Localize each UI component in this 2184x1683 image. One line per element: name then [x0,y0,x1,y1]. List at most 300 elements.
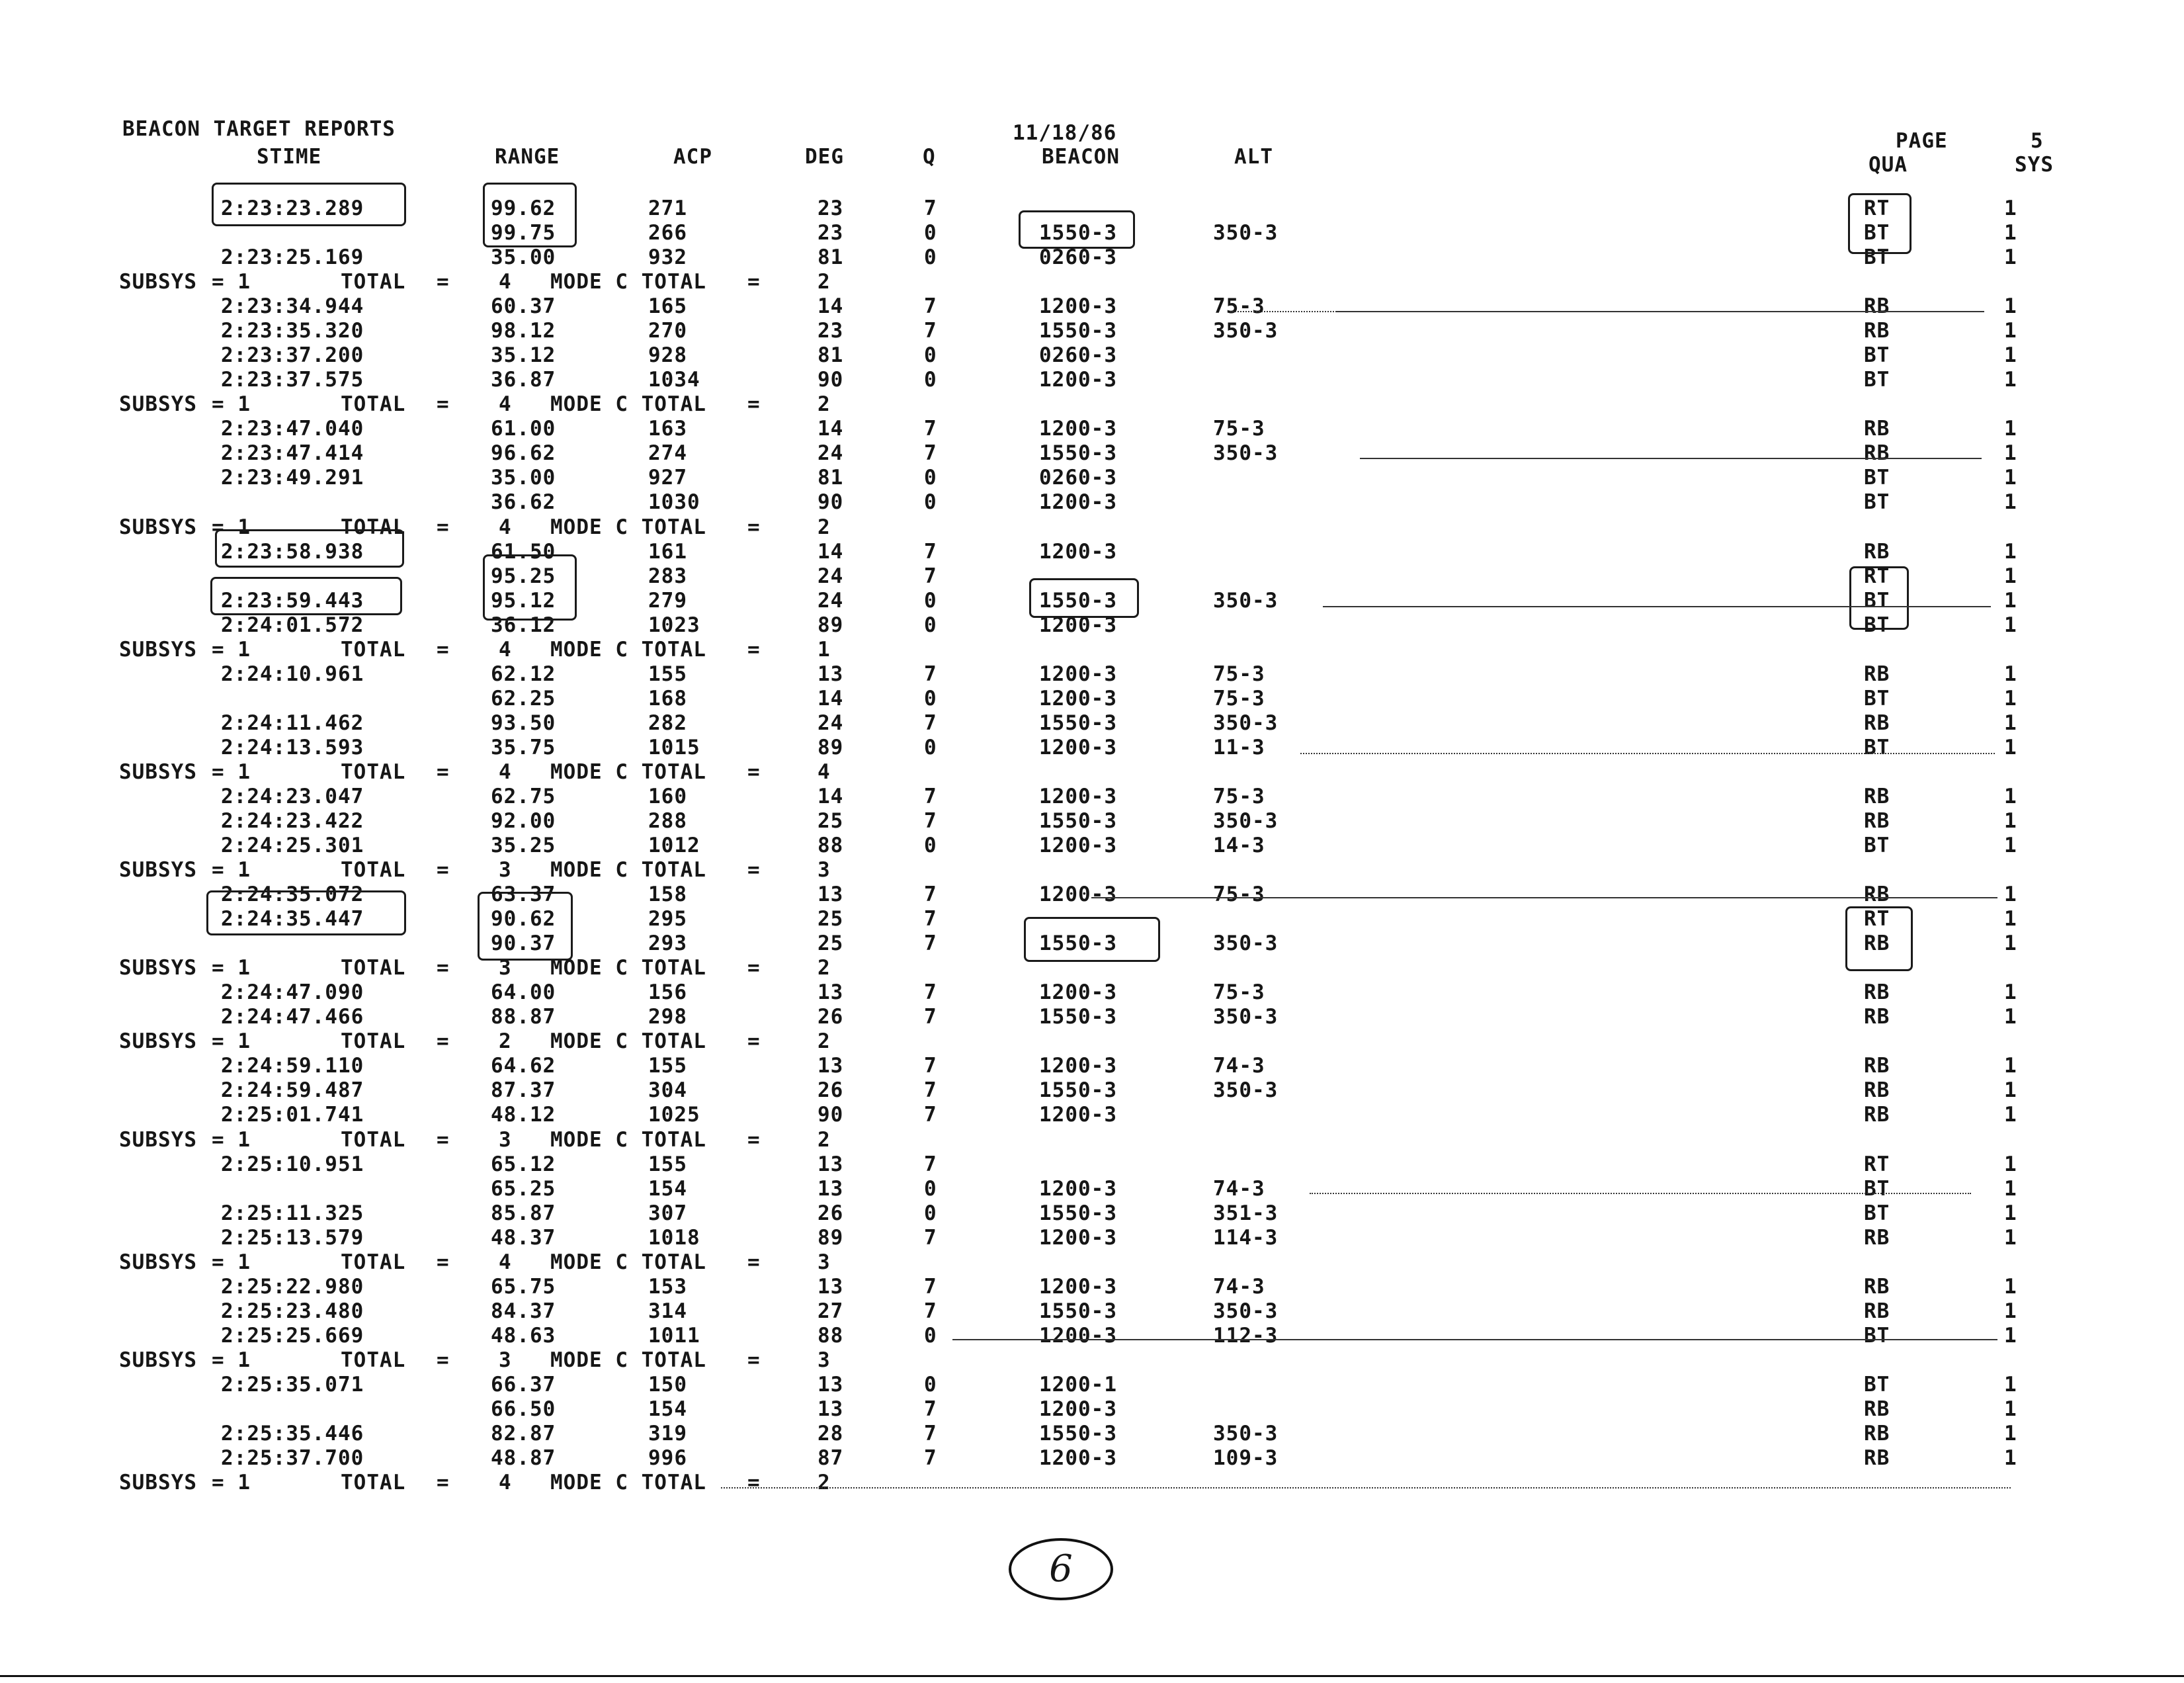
summary-row [0,1252,2184,1273]
col-header-alt: ALT [1234,145,1273,169]
subsys-value: = 1 [212,1128,251,1152]
cell-acp: 1025 [648,1103,700,1127]
table-row [0,492,2184,513]
cell-range: 92.00 [491,809,556,833]
cell-qua: RB [1864,662,1890,686]
cell-deg: 14 [818,687,844,711]
mode-c-total-value: 4 [818,760,831,784]
cell-beacon: 1200-3 [1039,1226,1117,1250]
table-row [0,1105,2184,1125]
total-value: 4 [499,1471,512,1494]
equals-sign: = [437,1128,450,1152]
cell-sys: 1 [2004,221,2017,245]
summary-row [0,272,2184,292]
cell-deg: 81 [818,466,844,490]
subsys-value: = 1 [212,956,251,980]
cell-sys: 1 [2004,1177,2017,1201]
cell-qua: RB [1864,1397,1890,1421]
cell-q: 7 [924,417,937,441]
table-row [0,1277,2184,1297]
cell-alt: 350-3 [1213,1299,1279,1323]
cell-stime: 2:24:35.447 [221,907,364,931]
mode-c-total-value: 2 [818,515,831,539]
cell-stime: 2:23:47.040 [221,417,364,441]
cell-qua: BT [1864,1373,1890,1397]
report-title: BEACON TARGET REPORTS [122,117,396,141]
cell-deg: 13 [818,1373,844,1397]
equals-sign: = [437,1471,450,1494]
table-row [0,664,2184,685]
mode-c-total-value: 3 [818,1348,831,1372]
cell-beacon: 1200-3 [1039,1446,1117,1470]
cell-stime: 2:25:25.669 [221,1324,364,1348]
cell-deg: 26 [818,1078,844,1102]
cell-range: 36.62 [491,490,556,514]
cell-qua: RB [1864,441,1890,465]
cell-q: 7 [924,540,937,564]
cell-sys: 1 [2004,466,2017,490]
col-header-deg: DEG [805,145,844,169]
mode-c-total-value: 2 [818,392,831,416]
equals-sign: = [437,760,450,784]
cell-q: 7 [924,1152,937,1176]
cell-qua: RB [1864,1226,1890,1250]
cell-beacon: 1550-3 [1039,1078,1117,1102]
cell-q: 7 [924,196,937,220]
cell-deg: 90 [818,490,844,514]
cell-acp: 307 [648,1201,687,1225]
mode-c-total-label: MODE C TOTAL [550,515,706,539]
cell-deg: 26 [818,1005,844,1029]
cell-acp: 163 [648,417,687,441]
mode-c-total-value: 2 [818,1029,831,1053]
cell-sys: 1 [2004,368,2017,392]
cell-q: 7 [924,711,937,735]
subsys-value: = 1 [212,392,251,416]
cell-sys: 1 [2004,1422,2017,1446]
cell-stime: 2:23:35.320 [221,319,364,343]
total-value: 4 [499,392,512,416]
cell-beacon: 1200-3 [1039,980,1117,1004]
cell-qua: BT [1864,1177,1890,1201]
cell-deg: 87 [818,1446,844,1470]
cell-beacon: 1200-3 [1039,785,1117,808]
page-number: 5 [2031,129,2044,153]
cell-qua: RB [1864,319,1890,343]
cell-q: 0 [924,221,937,245]
cell-beacon: 1200-3 [1039,294,1117,318]
cell-deg: 25 [818,907,844,931]
cell-stime: 2:25:13.579 [221,1226,364,1250]
cell-sys: 1 [2004,564,2017,588]
subsys-label: SUBSYS [119,1348,197,1372]
cell-sys: 1 [2004,1103,2017,1127]
equals-sign: = [747,1029,761,1053]
cell-beacon: 1200-3 [1039,1275,1117,1299]
cell-q: 0 [924,343,937,367]
subsys-value: = 1 [212,760,251,784]
subsys-label: SUBSYS [119,760,197,784]
cell-sys: 1 [2004,1152,2017,1176]
cell-stime: 2:25:35.446 [221,1422,364,1446]
summary-row [0,394,2184,415]
cell-beacon: 1550-3 [1039,711,1117,735]
cell-sys: 1 [2004,1324,2017,1348]
equals-sign: = [747,858,761,882]
cell-qua: RB [1864,1299,1890,1323]
cell-range: 61.00 [491,417,556,441]
cell-range: 88.87 [491,1005,556,1029]
cell-range: 48.63 [491,1324,556,1348]
cell-alt: 75-3 [1213,980,1265,1004]
cell-qua: RT [1864,196,1890,220]
total-value: 3 [499,956,512,980]
dotted-rule [1310,1193,1971,1194]
cell-range: 36.87 [491,368,556,392]
cell-acp: 271 [648,196,687,220]
cell-acp: 156 [648,980,687,1004]
cell-sys: 1 [2004,883,2017,906]
cell-sys: 1 [2004,196,2017,220]
table-row [0,1448,2184,1469]
total-value: 4 [499,515,512,539]
table-row [0,1326,2184,1346]
table-row [0,787,2184,807]
cell-q: 7 [924,1275,937,1299]
table-row [0,1154,2184,1175]
cell-stime: 2:24:10.961 [221,662,364,686]
cell-deg: 13 [818,883,844,906]
equals-sign: = [437,515,450,539]
ruled-line [1336,311,1984,312]
cell-qua: BT [1864,736,1890,759]
cell-acp: 266 [648,221,687,245]
cell-stime: 2:25:01.741 [221,1103,364,1127]
cell-acp: 293 [648,931,687,955]
handwritten-box [1029,578,1139,618]
cell-acp: 274 [648,441,687,465]
handwritten-box [1845,906,1913,971]
cell-acp: 283 [648,564,687,588]
total-label: TOTAL [341,1348,406,1372]
cell-q: 0 [924,736,937,759]
cell-stime: 2:23:37.575 [221,368,364,392]
equals-sign: = [747,1250,761,1274]
cell-sys: 1 [2004,490,2017,514]
cell-stime: 2:24:59.110 [221,1054,364,1078]
ruled-line [1360,458,1982,459]
cell-q: 0 [924,834,937,857]
cell-beacon: 1200-3 [1039,1054,1117,1078]
table-row [0,1228,2184,1248]
cell-beacon: 1550-3 [1039,931,1117,955]
cell-q: 0 [924,1324,937,1348]
cell-range: 96.62 [491,441,556,465]
mode-c-total-value: 2 [818,1471,831,1494]
handwritten-box [1019,210,1135,249]
cell-q: 7 [924,1054,937,1078]
handwritten-box [483,554,577,621]
table-row [0,1203,2184,1224]
cell-alt: 75-3 [1213,417,1265,441]
cell-deg: 26 [818,1201,844,1225]
cell-beacon: 1200-3 [1039,540,1117,564]
total-label: TOTAL [341,515,406,539]
cell-beacon: 1200-3 [1039,834,1117,857]
cell-qua: RT [1864,1152,1890,1176]
summary-row [0,640,2184,660]
cell-qua: RB [1864,1446,1890,1470]
cell-q: 0 [924,466,937,490]
cell-deg: 24 [818,564,844,588]
cell-stime: 2:24:59.487 [221,1078,364,1102]
summary-row [0,1350,2184,1371]
subsys-label: SUBSYS [119,392,197,416]
summary-row [0,762,2184,783]
cell-range: 62.75 [491,785,556,808]
cell-alt: 350-3 [1213,931,1279,955]
page-label: PAGE [1896,129,1948,153]
cell-alt: 350-3 [1213,1422,1279,1446]
cell-qua: BT [1864,221,1890,245]
ruled-line [1091,897,1997,898]
table-row [0,443,2184,464]
report-date: 11/18/86 [1013,121,1117,145]
cell-qua: BT [1864,687,1890,711]
cell-acp: 298 [648,1005,687,1029]
cell-range: 90.62 [491,907,556,931]
cell-q: 7 [924,931,937,955]
cell-stime: 2:25:11.325 [221,1201,364,1225]
cell-beacon: 1550-3 [1039,589,1117,613]
total-value: 4 [499,1250,512,1274]
cell-range: 66.37 [491,1373,556,1397]
cell-qua: BT [1864,613,1890,637]
cell-alt: 75-3 [1213,883,1265,906]
table-row [0,1080,2184,1101]
cell-acp: 279 [648,589,687,613]
cell-acp: 932 [648,245,687,269]
cell-deg: 27 [818,1299,844,1323]
cell-q: 7 [924,441,937,465]
cell-deg: 13 [818,1397,844,1421]
cell-sys: 1 [2004,319,2017,343]
cell-range: 99.75 [491,221,556,245]
cell-range: 85.87 [491,1201,556,1225]
cell-deg: 23 [818,319,844,343]
cell-acp: 1018 [648,1226,700,1250]
cell-sys: 1 [2004,980,2017,1004]
cell-acp: 314 [648,1299,687,1323]
cell-deg: 13 [818,662,844,686]
cell-beacon: 1200-3 [1039,1324,1117,1348]
subsys-label: SUBSYS [119,956,197,980]
subsys-value: = 1 [212,515,251,539]
cell-stime: 2:25:37.700 [221,1446,364,1470]
cell-sys: 1 [2004,343,2017,367]
cell-stime: 2:24:23.047 [221,785,364,808]
total-label: TOTAL [341,1029,406,1053]
cell-range: 99.62 [491,196,556,220]
cell-stime: 2:23:49.291 [221,466,364,490]
cell-alt: 350-3 [1213,221,1279,245]
cell-range: 63.37 [491,883,556,906]
cell-alt: 350-3 [1213,319,1279,343]
cell-sys: 1 [2004,1446,2017,1470]
total-label: TOTAL [341,760,406,784]
cell-alt: 112-3 [1213,1324,1279,1348]
handwritten-box [478,892,573,961]
equals-sign: = [747,392,761,416]
table-row [0,1301,2184,1322]
cell-stime: 2:24:47.090 [221,980,364,1004]
mode-c-total-label: MODE C TOTAL [550,1128,706,1152]
cell-qua: BT [1864,834,1890,857]
subsys-label: SUBSYS [119,515,197,539]
cell-q: 7 [924,1422,937,1446]
cell-deg: 90 [818,368,844,392]
cell-range: 82.87 [491,1422,556,1446]
page-bottom-edge [0,1675,2184,1677]
cell-q: 7 [924,1446,937,1470]
cell-range: 95.25 [491,564,556,588]
total-label: TOTAL [341,638,406,662]
total-label: TOTAL [341,1128,406,1152]
equals-sign: = [437,638,450,662]
subsys-label: SUBSYS [119,858,197,882]
cell-beacon: 1200-3 [1039,736,1117,759]
cell-sys: 1 [2004,417,2017,441]
cell-beacon: 1550-3 [1039,441,1117,465]
total-value: 2 [499,1029,512,1053]
cell-range: 48.12 [491,1103,556,1127]
col-header-stime: STIME [257,145,322,169]
cell-q: 7 [924,564,937,588]
col-header-acp: ACP [673,145,712,169]
table-row [0,1007,2184,1027]
cell-acp: 155 [648,662,687,686]
cell-range: 98.12 [491,319,556,343]
table-row [0,468,2184,488]
ruled-line [1323,606,1991,607]
cell-q: 7 [924,294,937,318]
subsys-value: = 1 [212,1029,251,1053]
cell-q: 0 [924,589,937,613]
cell-beacon: 1550-3 [1039,1422,1117,1446]
cell-alt: 350-3 [1213,441,1279,465]
cell-range: 90.37 [491,931,556,955]
handwritten-box [1848,193,1911,254]
cell-stime: 2:24:47.466 [221,1005,364,1029]
cell-stime: 2:25:23.480 [221,1299,364,1323]
cell-alt: 74-3 [1213,1275,1265,1299]
total-value: 3 [499,858,512,882]
cell-stime: 2:23:37.200 [221,343,364,367]
cell-range: 35.75 [491,736,556,759]
cell-alt: 75-3 [1213,687,1265,711]
cell-range: 66.50 [491,1397,556,1421]
equals-sign: = [747,956,761,980]
cell-q: 7 [924,662,937,686]
cell-sys: 1 [2004,1397,2017,1421]
table-row [0,419,2184,439]
equals-sign: = [747,515,761,539]
cell-beacon: 1550-3 [1039,1299,1117,1323]
cell-deg: 13 [818,1177,844,1201]
cell-q: 0 [924,368,937,392]
total-value: 4 [499,270,512,294]
subsys-label: SUBSYS [119,270,197,294]
cell-alt: 350-3 [1213,589,1279,613]
cell-beacon: 1550-3 [1039,319,1117,343]
cell-alt: 109-3 [1213,1446,1279,1470]
cell-sys: 1 [2004,736,2017,759]
col-header-qua: QUA [1869,153,1908,177]
cell-acp: 1030 [648,490,700,514]
col-header-sys: SYS [2015,153,2054,177]
cell-acp: 270 [648,319,687,343]
cell-acp: 155 [648,1152,687,1176]
mode-c-total-value: 3 [818,858,831,882]
table-row [0,1424,2184,1444]
handwritten-box [206,890,406,935]
cell-beacon: 1550-3 [1039,1201,1117,1225]
cell-acp: 996 [648,1446,687,1470]
cell-acp: 160 [648,785,687,808]
cell-stime: 2:24:25.301 [221,834,364,857]
cell-range: 64.62 [491,1054,556,1078]
cell-acp: 165 [648,294,687,318]
cell-acp: 158 [648,883,687,906]
cell-beacon: 1200-3 [1039,687,1117,711]
cell-acp: 288 [648,809,687,833]
handwritten-box [215,529,404,568]
summary-row [0,1130,2184,1150]
cell-range: 95.12 [491,589,556,613]
cell-deg: 24 [818,711,844,735]
subsys-label: SUBSYS [119,1128,197,1152]
cell-deg: 13 [818,1152,844,1176]
cell-qua: RB [1864,980,1890,1004]
cell-qua: RT [1864,564,1890,588]
cell-qua: BT [1864,1324,1890,1348]
equals-sign: = [437,270,450,294]
cell-range: 35.00 [491,466,556,490]
cell-sys: 1 [2004,245,2017,269]
cell-range: 65.25 [491,1177,556,1201]
mode-c-total-label: MODE C TOTAL [550,956,706,980]
cell-q: 7 [924,319,937,343]
cell-qua: RB [1864,417,1890,441]
table-row [0,713,2184,734]
cell-q: 7 [924,883,937,906]
total-label: TOTAL [341,392,406,416]
cell-range: 65.12 [491,1152,556,1176]
equals-sign: = [437,858,450,882]
col-header-range: RANGE [495,145,560,169]
cell-acp: 1012 [648,834,700,857]
cell-stime: 2:25:35.071 [221,1373,364,1397]
mode-c-total-label: MODE C TOTAL [550,638,706,662]
cell-range: 84.37 [491,1299,556,1323]
cell-qua: BT [1864,245,1890,269]
cell-sys: 1 [2004,1299,2017,1323]
equals-sign: = [437,1250,450,1274]
handwritten-box [1849,566,1909,630]
cell-sys: 1 [2004,1201,2017,1225]
cell-q: 0 [924,1201,937,1225]
subsys-label: SUBSYS [119,1471,197,1494]
